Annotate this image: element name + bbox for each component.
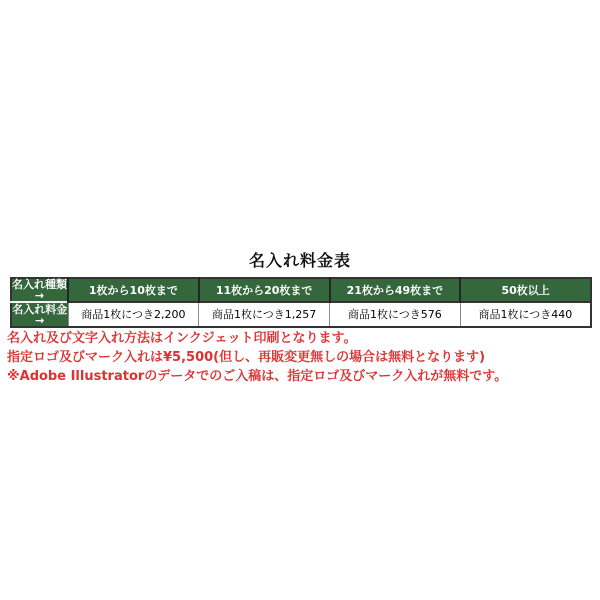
column-header-21-49: 21枚から49枚まで <box>330 278 461 302</box>
note-illustrator-data: ※Adobe Illustratorのデータでのご入稿は、指定ロゴ及びマーク入れが無料です。 <box>7 369 508 384</box>
column-header-1-10: 1枚から10枚まで <box>68 278 199 302</box>
table-price-row <box>11 302 591 327</box>
pricing-table <box>10 277 592 328</box>
note-printing-method: 名入れ及び文字入れ方法はインクジェット印刷となります。 <box>7 331 357 346</box>
column-header-50plus: 50枚以上 <box>460 278 591 302</box>
note-logo-mark-fee: 指定ロゴ及びマーク入れは¥5,500(但し、再販変更無しの場合は無料となります) <box>7 350 486 365</box>
price-cell-21-49: 商品1枚につき576 <box>330 302 461 327</box>
table-header-row <box>11 278 591 302</box>
price-cell-50plus: 商品1枚につき440 <box>460 302 591 327</box>
price-cell-1-10: 商品1枚につき2,200 <box>68 302 199 327</box>
price-cell-11-20: 商品1枚につき1,257 <box>199 302 330 327</box>
row-label-price: 名入れ料金→ <box>12 302 68 327</box>
column-header-11-20: 11枚から20枚まで <box>199 278 330 302</box>
page-title: 名入れ料金表 <box>248 251 351 270</box>
notes-block <box>7 329 595 386</box>
row-label-type: 名入れ種類→ <box>12 278 67 302</box>
